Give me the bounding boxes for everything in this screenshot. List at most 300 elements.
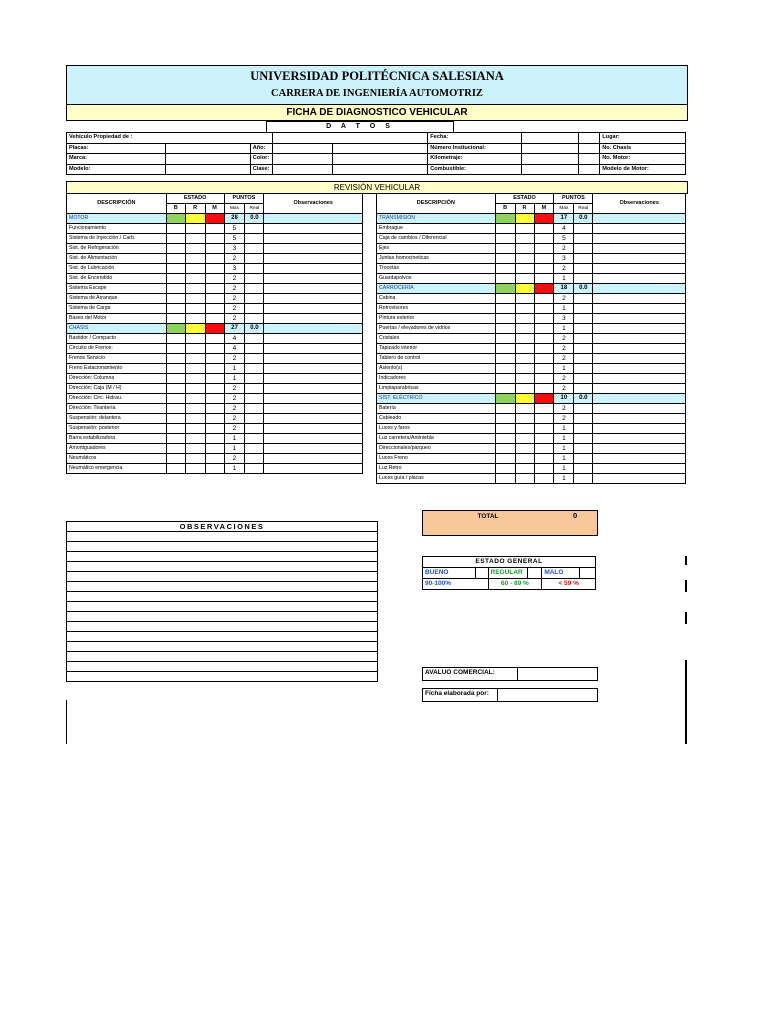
puntos-real[interactable] [574, 364, 593, 374]
puntos-real[interactable] [245, 374, 264, 384]
estado-b-cell[interactable] [495, 374, 515, 384]
observaciones-line-field[interactable] [67, 582, 378, 592]
estado-m-cell[interactable] [534, 254, 554, 264]
estado-r-cell[interactable] [185, 344, 205, 354]
estado-b-cell[interactable] [495, 304, 515, 314]
puntos-real[interactable] [245, 354, 264, 364]
observaciones-cell[interactable] [264, 214, 363, 224]
estado-m-cell[interactable] [534, 364, 554, 374]
observaciones-cell[interactable] [593, 294, 686, 304]
observaciones-line-field[interactable] [67, 602, 378, 612]
estado-r-cell[interactable] [185, 354, 205, 364]
observaciones-line-field[interactable] [67, 652, 378, 662]
estado-r-cell[interactable] [515, 224, 534, 234]
estado-r-cell[interactable] [185, 434, 205, 444]
estado-r-cell[interactable] [515, 294, 534, 304]
puntos-real[interactable] [574, 244, 593, 254]
estado-r-cell[interactable] [515, 434, 534, 444]
estado-b-cell[interactable] [166, 284, 185, 294]
puntos-real[interactable] [574, 404, 593, 414]
estado-b-cell[interactable] [166, 254, 185, 264]
elaborada-field[interactable] [497, 689, 598, 701]
estado-b-cell[interactable] [166, 464, 185, 474]
observaciones-cell[interactable] [264, 254, 363, 264]
estado-r-cell[interactable] [515, 454, 534, 464]
estado-r-cell[interactable] [515, 244, 534, 254]
observaciones-cell[interactable] [264, 344, 363, 354]
estado-m-cell[interactable] [534, 224, 554, 234]
puntos-real[interactable] [574, 464, 593, 474]
estado-b-cell[interactable] [495, 454, 515, 464]
estado-b-cell[interactable] [166, 454, 185, 464]
observaciones-cell[interactable] [593, 444, 686, 454]
estado-r-cell[interactable] [515, 444, 534, 454]
estado-r-cell[interactable] [185, 454, 205, 464]
estado-r-cell[interactable] [185, 374, 205, 384]
puntos-real[interactable] [574, 354, 593, 364]
estado-m-cell[interactable] [534, 264, 554, 274]
estado-b-cell[interactable] [495, 394, 515, 404]
estado-m-cell[interactable] [534, 394, 554, 404]
datos-field[interactable] [521, 164, 579, 175]
observaciones-cell[interactable] [264, 424, 363, 434]
item-label: Sistema de Carga [67, 304, 167, 314]
estado-r-cell[interactable] [515, 324, 534, 334]
estado-m-cell[interactable] [534, 444, 554, 454]
observaciones-cell[interactable] [593, 354, 686, 364]
datos-field[interactable] [333, 143, 428, 154]
estado-r-cell[interactable] [185, 264, 205, 274]
estado-r-cell[interactable] [515, 304, 534, 314]
observaciones-cell[interactable] [264, 464, 363, 474]
observaciones-line-field[interactable] [67, 562, 378, 572]
observaciones-cell[interactable] [593, 404, 686, 414]
puntos-real[interactable] [574, 314, 593, 324]
puntos-real[interactable] [574, 234, 593, 244]
observaciones-cell[interactable] [264, 434, 363, 444]
observaciones-cell[interactable] [593, 314, 686, 324]
estado-b-cell[interactable] [495, 294, 515, 304]
estado-m-cell[interactable] [205, 354, 224, 364]
estado-m-cell[interactable] [205, 454, 224, 464]
estado-r-cell[interactable] [515, 284, 534, 294]
bueno-checkbox[interactable] [475, 568, 488, 579]
datos-field[interactable] [333, 164, 428, 175]
estado-r-cell[interactable] [515, 364, 534, 374]
puntos-real[interactable] [574, 384, 593, 394]
datos-field[interactable] [521, 133, 579, 144]
estado-b-cell[interactable] [166, 414, 185, 424]
puntos-real[interactable] [245, 384, 264, 394]
estado-b-cell[interactable] [495, 354, 515, 364]
puntos-real[interactable] [574, 374, 593, 384]
estado-m-cell[interactable] [534, 474, 554, 484]
observaciones-cell[interactable] [264, 244, 363, 254]
estado-m-cell[interactable] [534, 344, 554, 354]
observaciones-cell[interactable] [264, 404, 363, 414]
regular-checkbox[interactable] [528, 568, 542, 579]
puntos-real[interactable] [245, 304, 264, 314]
puntos-real[interactable] [245, 444, 264, 454]
estado-m-cell[interactable] [205, 254, 224, 264]
puntos-real[interactable] [245, 344, 264, 354]
estado-m-cell[interactable] [205, 414, 224, 424]
estado-r-cell[interactable] [515, 274, 534, 284]
estado-r-cell[interactable] [185, 424, 205, 434]
estado-r-cell[interactable] [185, 294, 205, 304]
estado-m-cell[interactable] [205, 274, 224, 284]
estado-m-cell[interactable] [205, 234, 224, 244]
estado-r-cell[interactable] [515, 424, 534, 434]
puntos-real[interactable] [574, 424, 593, 434]
estado-r-cell[interactable] [185, 324, 205, 334]
observaciones-cell[interactable] [264, 224, 363, 234]
puntos-real[interactable] [245, 274, 264, 284]
observaciones-line-field[interactable] [67, 572, 378, 582]
estado-b-cell[interactable] [495, 434, 515, 444]
estado-m-cell[interactable] [534, 384, 554, 394]
estado-b-cell[interactable] [166, 374, 185, 384]
estado-r-cell[interactable] [185, 394, 205, 404]
observaciones-cell[interactable] [593, 234, 686, 244]
observaciones-cell[interactable] [264, 334, 363, 344]
observaciones-cell[interactable] [593, 244, 686, 254]
puntos-real[interactable] [245, 284, 264, 294]
estado-m-cell[interactable] [205, 444, 224, 454]
estado-b-cell[interactable] [495, 224, 515, 234]
puntos-real[interactable] [245, 264, 264, 274]
estado-b-cell[interactable] [495, 274, 515, 284]
datos-field[interactable] [579, 133, 600, 144]
estado-m-cell[interactable] [534, 324, 554, 334]
puntos-real[interactable] [574, 434, 593, 444]
estado-r-cell[interactable] [185, 274, 205, 284]
estado-b-cell[interactable] [495, 424, 515, 434]
estado-m-cell[interactable] [534, 454, 554, 464]
estado-b-cell[interactable] [495, 464, 515, 474]
puntos-real[interactable] [574, 414, 593, 424]
item-label: Direccionales/parqueo [377, 444, 496, 454]
puntos-real[interactable] [245, 404, 264, 414]
observaciones-cell[interactable] [593, 364, 686, 374]
estado-m-cell[interactable] [534, 304, 554, 314]
observaciones-cell[interactable] [264, 324, 363, 334]
puntos-real[interactable] [245, 394, 264, 404]
puntos-real[interactable] [574, 274, 593, 284]
observaciones-cell[interactable] [264, 374, 363, 384]
estado-m-cell[interactable] [205, 324, 224, 334]
estado-m-cell[interactable] [205, 224, 224, 234]
estado-m-cell[interactable] [205, 424, 224, 434]
estado-m-cell[interactable] [205, 404, 224, 414]
puntos-real[interactable] [574, 224, 593, 234]
puntos-real[interactable] [574, 254, 593, 264]
estado-b-cell[interactable] [495, 364, 515, 374]
estado-b-cell[interactable] [166, 444, 185, 454]
observaciones-cell[interactable] [593, 304, 686, 314]
estado-m-cell[interactable] [205, 464, 224, 474]
datos-field[interactable] [579, 143, 600, 154]
estado-r-cell[interactable] [185, 464, 205, 474]
puntos-real[interactable] [574, 324, 593, 334]
puntos-real[interactable] [245, 244, 264, 254]
observaciones-cell[interactable] [593, 254, 686, 264]
estado-r-cell[interactable] [515, 254, 534, 264]
estado-r-cell[interactable] [515, 474, 534, 484]
observaciones-cell[interactable] [264, 284, 363, 294]
observaciones-cell[interactable] [264, 264, 363, 274]
estado-r-cell[interactable] [515, 384, 534, 394]
estado-m-cell[interactable] [205, 294, 224, 304]
estado-r-cell[interactable] [185, 224, 205, 234]
estado-b-cell[interactable] [495, 344, 515, 354]
estado-b-cell[interactable] [495, 214, 515, 224]
puntos-real[interactable] [245, 234, 264, 244]
estado-m-cell[interactable] [534, 294, 554, 304]
estado-m-cell[interactable] [534, 334, 554, 344]
puntos-real[interactable] [574, 304, 593, 314]
estado-b-cell[interactable] [166, 324, 185, 334]
estado-m-cell[interactable] [205, 244, 224, 254]
estado-b-cell[interactable] [495, 324, 515, 334]
observaciones-cell[interactable] [593, 334, 686, 344]
observaciones-line-field[interactable] [67, 672, 378, 682]
observaciones-cell[interactable] [264, 454, 363, 464]
observaciones-line-field[interactable] [67, 532, 378, 542]
puntos-real[interactable] [574, 334, 593, 344]
observaciones-cell[interactable] [264, 444, 363, 454]
estado-r-cell[interactable] [515, 414, 534, 424]
estado-b-cell[interactable] [166, 364, 185, 374]
puntos-real[interactable] [245, 434, 264, 444]
estado-b-cell[interactable] [166, 224, 185, 234]
estado-b-cell[interactable] [495, 264, 515, 274]
datos-field[interactable] [272, 133, 428, 144]
observaciones-cell[interactable] [593, 344, 686, 354]
datos-field[interactable] [272, 154, 332, 165]
puntos-real[interactable] [245, 254, 264, 264]
estado-m-cell[interactable] [534, 434, 554, 444]
estado-b-cell[interactable] [495, 314, 515, 324]
estado-r-cell[interactable] [185, 244, 205, 254]
datos-field[interactable] [521, 154, 579, 165]
estado-b-cell[interactable] [495, 404, 515, 414]
estado-r-cell[interactable] [185, 404, 205, 414]
observaciones-cell[interactable] [593, 214, 686, 224]
estado-m-cell[interactable] [534, 244, 554, 254]
observaciones-cell[interactable] [593, 434, 686, 444]
estado-m-cell[interactable] [205, 284, 224, 294]
estado-b-cell[interactable] [166, 434, 185, 444]
estado-m-cell[interactable] [534, 414, 554, 424]
observaciones-line-field[interactable] [67, 592, 378, 602]
estado-m-cell[interactable] [534, 464, 554, 474]
estado-m-cell[interactable] [205, 264, 224, 274]
estado-b-cell[interactable] [495, 444, 515, 454]
estado-m-cell[interactable] [534, 354, 554, 364]
puntos-real[interactable] [245, 424, 264, 434]
estado-m-cell[interactable] [534, 374, 554, 384]
estado-r-cell[interactable] [515, 354, 534, 364]
estado-r-cell[interactable] [515, 214, 534, 224]
estado-b-cell[interactable] [166, 294, 185, 304]
estado-r-cell[interactable] [185, 364, 205, 374]
estado-b-cell[interactable] [166, 264, 185, 274]
puntos-real[interactable] [574, 474, 593, 484]
estado-b-cell[interactable] [495, 384, 515, 394]
estado-b-cell[interactable] [166, 354, 185, 364]
observaciones-cell[interactable] [264, 414, 363, 424]
estado-r-cell[interactable] [515, 234, 534, 244]
observaciones-cell[interactable] [264, 294, 363, 304]
estado-b-cell[interactable] [166, 394, 185, 404]
datos-field[interactable] [272, 143, 332, 154]
puntos-real[interactable] [245, 414, 264, 424]
observaciones-cell[interactable] [593, 324, 686, 334]
estado-b-cell[interactable] [495, 284, 515, 294]
estado-r-cell[interactable] [185, 384, 205, 394]
estado-r-cell[interactable] [515, 374, 534, 384]
estado-m-cell[interactable] [205, 314, 224, 324]
datos-field[interactable] [579, 154, 600, 165]
observaciones-cell[interactable] [593, 374, 686, 384]
estado-r-cell[interactable] [515, 334, 534, 344]
estado-b-cell[interactable] [495, 474, 515, 484]
datos-field[interactable] [166, 143, 250, 154]
estado-b-cell[interactable] [495, 334, 515, 344]
observaciones-cell[interactable] [264, 314, 363, 324]
puntos-real[interactable] [574, 454, 593, 464]
observaciones-cell[interactable] [593, 394, 686, 404]
observaciones-line-field[interactable] [67, 642, 378, 652]
observaciones-line-field[interactable] [67, 612, 378, 622]
observaciones-cell[interactable] [264, 304, 363, 314]
observaciones-cell[interactable] [593, 274, 686, 284]
puntos-real[interactable] [574, 264, 593, 274]
estado-b-cell[interactable] [495, 234, 515, 244]
estado-r-cell[interactable] [185, 254, 205, 264]
estado-b-cell[interactable] [166, 244, 185, 254]
estado-m-cell[interactable] [534, 404, 554, 414]
estado-m-cell[interactable] [205, 434, 224, 444]
estado-m-cell[interactable] [205, 384, 224, 394]
puntos-real[interactable] [245, 364, 264, 374]
estado-b-cell[interactable] [495, 244, 515, 254]
puntos-real[interactable] [245, 294, 264, 304]
puntos-real[interactable] [245, 334, 264, 344]
estado-m-cell[interactable] [534, 274, 554, 284]
malo-checkbox[interactable] [580, 568, 596, 579]
estado-m-cell[interactable] [205, 334, 224, 344]
estado-r-cell[interactable] [185, 304, 205, 314]
estado-m-cell[interactable] [205, 374, 224, 384]
puntos-real[interactable] [574, 444, 593, 454]
estado-b-cell[interactable] [166, 334, 185, 344]
puntos-real[interactable] [245, 464, 264, 474]
avaluo-field[interactable] [517, 668, 598, 680]
observaciones-cell[interactable] [593, 414, 686, 424]
estado-m-cell[interactable] [205, 364, 224, 374]
estado-r-cell[interactable] [185, 314, 205, 324]
observaciones-cell[interactable] [593, 454, 686, 464]
estado-r-cell[interactable] [515, 314, 534, 324]
estado-m-cell[interactable] [205, 304, 224, 314]
estado-b-cell[interactable] [166, 344, 185, 354]
estado-r-cell[interactable] [185, 334, 205, 344]
estado-b-cell[interactable] [166, 314, 185, 324]
estado-m-cell[interactable] [534, 284, 554, 294]
observaciones-cell[interactable] [264, 274, 363, 284]
observaciones-line-field[interactable] [67, 632, 378, 642]
estado-r-cell[interactable] [515, 264, 534, 274]
observaciones-cell[interactable] [593, 284, 686, 294]
puntos-real[interactable] [245, 224, 264, 234]
observaciones-cell[interactable] [593, 384, 686, 394]
estado-b-cell[interactable] [495, 254, 515, 264]
observaciones-line-field[interactable] [67, 622, 378, 632]
puntos-real[interactable] [574, 344, 593, 354]
datos-field[interactable] [272, 164, 332, 175]
estado-m-cell[interactable] [534, 234, 554, 244]
estado-r-cell[interactable] [185, 234, 205, 244]
estado-r-cell[interactable] [515, 404, 534, 414]
observaciones-line-field[interactable] [67, 662, 378, 672]
observaciones-cell[interactable] [264, 364, 363, 374]
puntos-real[interactable] [574, 294, 593, 304]
estado-r-cell[interactable] [515, 464, 534, 474]
estado-b-cell[interactable] [166, 234, 185, 244]
observaciones-cell[interactable] [264, 394, 363, 404]
observaciones-cell[interactable] [593, 224, 686, 234]
observaciones-cell[interactable] [593, 264, 686, 274]
estado-b-cell[interactable] [166, 214, 185, 224]
puntos-real[interactable] [245, 454, 264, 464]
observaciones-line-field[interactable] [67, 552, 378, 562]
estado-m-cell[interactable] [205, 214, 224, 224]
estado-b-cell[interactable] [166, 304, 185, 314]
estado-r-cell[interactable] [185, 214, 205, 224]
estado-b-cell[interactable] [166, 384, 185, 394]
observaciones-cell[interactable] [264, 354, 363, 364]
observaciones-line-field[interactable] [67, 542, 378, 552]
estado-m-cell[interactable] [205, 394, 224, 404]
observaciones-cell[interactable] [264, 384, 363, 394]
observaciones-cell[interactable] [593, 464, 686, 474]
estado-m-cell[interactable] [534, 214, 554, 224]
puntos-real[interactable] [245, 314, 264, 324]
estado-b-cell[interactable] [166, 404, 185, 414]
estado-r-cell[interactable] [185, 284, 205, 294]
datos-field[interactable] [579, 164, 600, 175]
estado-b-cell[interactable] [495, 414, 515, 424]
datos-field[interactable] [521, 143, 579, 154]
observaciones-cell[interactable] [593, 474, 686, 484]
estado-m-cell[interactable] [534, 424, 554, 434]
estado-m-cell[interactable] [205, 344, 224, 354]
estado-r-cell[interactable] [185, 444, 205, 454]
datos-field[interactable] [166, 154, 250, 165]
datos-field[interactable] [333, 154, 428, 165]
observaciones-cell[interactable] [593, 424, 686, 434]
observaciones-cell[interactable] [264, 234, 363, 244]
estado-r-cell[interactable] [185, 414, 205, 424]
estado-b-cell[interactable] [166, 424, 185, 434]
datos-field[interactable] [166, 164, 250, 175]
estado-r-cell[interactable] [515, 344, 534, 354]
estado-m-cell[interactable] [534, 314, 554, 324]
estado-b-cell[interactable] [166, 274, 185, 284]
estado-r-cell[interactable] [515, 394, 534, 404]
